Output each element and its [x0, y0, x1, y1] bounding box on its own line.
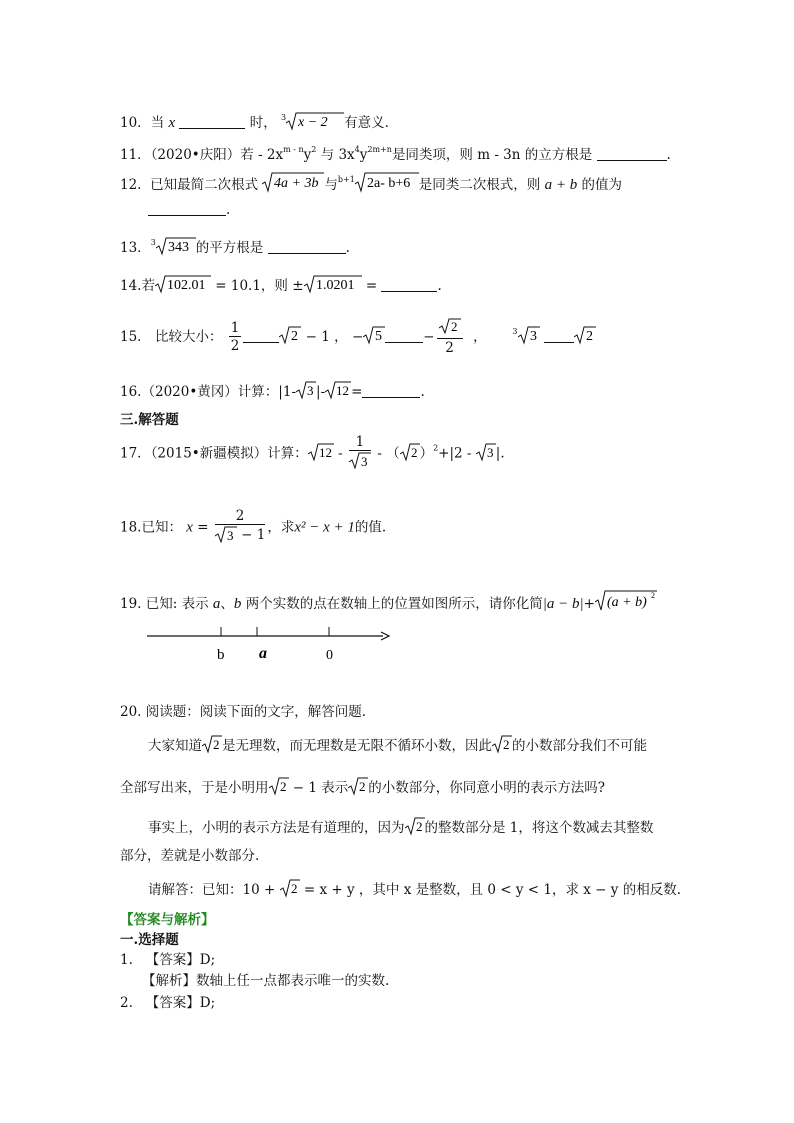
fraction: $\frac{1}{3}$	[349, 434, 371, 474]
svg-text:2: 2	[213, 737, 220, 752]
svg-text:5: 5	[375, 329, 383, 344]
question-10: 10．当 x 时， $^3$ x − 2 有意义.	[120, 108, 389, 137]
answers-heading: 【答案与解析】	[120, 912, 215, 928]
square-root	[304, 274, 362, 300]
answer-1-explanation: 【解析】数轴上任一点都表示唯一的实数.	[142, 973, 390, 989]
svg-text:2: 2	[359, 779, 366, 794]
fraction: 2 3 − 1	[215, 508, 265, 548]
question-19: 19. 已知: 表示 a、b 两个实数的点在数轴上的位置如图所示，请你化简|a − b|+ (a + b) 2	[120, 588, 657, 618]
question-20: 20. 阅读题：阅读下面的文字，解答问题.	[120, 704, 367, 720]
q20-paragraph-4: 部分，差就是小数部分.	[120, 848, 260, 864]
question-15: 15． 比较大小： $\frac{1}{2}$ 2 − 1 ， − 5 − $\frac{2}{2}$ ， $^3$ 3 2	[120, 318, 596, 357]
q20-paragraph-5: 请解答：已知：10 + 2 = x + y ，其中 x 是整数，且 0 < y < 1，求 x − y 的相反数.	[148, 881, 681, 898]
question-14: 14.若 102.01 = 10.1，则 ± 1.0201 = .	[120, 274, 442, 300]
svg-text:2: 2	[503, 737, 510, 752]
q20-paragraph-1: 大家知道 2 是无理数，而无理数是无限不循环小数，因此 2 的小数部分我们不可能	[148, 737, 647, 754]
svg-text:2: 2	[291, 329, 299, 344]
fraction: $\frac{2}{2}$	[437, 318, 463, 357]
svg-text:3: 3	[226, 528, 234, 543]
square-root	[308, 442, 334, 468]
q20-paragraph-3: 事实上，小明的表示方法是有道理的，因为 2 的整数部分是 1，将这个数减去其整数	[148, 819, 654, 836]
question-16: 16.（2020•黄冈）计算：|1- 3 |- 12 = .	[120, 380, 425, 406]
svg-text:(a + b): (a + b)	[606, 595, 647, 610]
section-heading: 三.解答题	[120, 412, 179, 428]
answer-1: 1. 【答案】D;	[120, 952, 216, 968]
svg-text:3: 3	[360, 454, 368, 469]
answer-blank[interactable]	[148, 201, 226, 216]
answers-section-1: 一.选择题	[120, 932, 179, 948]
svg-text:3: 3	[529, 329, 537, 344]
svg-text:3: 3	[307, 383, 314, 398]
fraction: $\frac{1}{2}$	[230, 320, 240, 354]
question-12-cont: .	[148, 200, 230, 220]
answer-blank[interactable]	[243, 328, 279, 343]
q20-paragraph-2: 全部写出来，于是小明用 2 − 1 表示 2 的小数部分，你同意小明的表示方法吗?	[120, 779, 606, 796]
answer-blank[interactable]	[385, 328, 423, 343]
svg-text:343: 343	[167, 240, 189, 255]
svg-text:2: 2	[415, 819, 422, 834]
answer-blank[interactable]	[362, 383, 420, 398]
square-root	[155, 274, 211, 300]
label-b: b	[217, 647, 225, 663]
square-root	[296, 380, 316, 406]
square-root	[363, 325, 385, 351]
svg-text:4a + 3b: 4a + 3b	[274, 176, 319, 191]
answer-blank[interactable]	[179, 114, 245, 129]
svg-text:12: 12	[336, 383, 350, 398]
square-root	[400, 442, 420, 468]
question-18: 18.已知： x = 2 3 − 1 ，求x² − x + 1的值.	[120, 508, 386, 548]
svg-text:102.01: 102.01	[166, 278, 206, 293]
label-a: a	[259, 645, 267, 662]
square-root	[262, 171, 324, 199]
svg-text:2: 2	[410, 444, 418, 460]
svg-text:1.0201: 1.0201	[315, 278, 355, 293]
answer-blank[interactable]	[544, 328, 574, 343]
question-12: 12. 已知最简二次根式 4a + 3b 与$^{b+1}$ 2a- b+6 是同类二次根式，则 a + b 的值为	[120, 170, 622, 199]
answer-2: 2. 【答案】D;	[120, 995, 216, 1011]
svg-text:2: 2	[650, 591, 655, 600]
svg-text:2a- b+6: 2a- b+6	[366, 176, 411, 191]
answer-blank[interactable]	[381, 277, 437, 292]
square-root	[355, 171, 419, 199]
question-17: 17．（2015•新疆模拟）计算： 12 - $\frac{1}{3}$ - （ 2 ）$^2$+|2 - 3 |.	[120, 434, 505, 474]
cube-root	[156, 236, 196, 262]
svg-text:2: 2	[450, 319, 458, 334]
square-root	[476, 442, 496, 468]
square-root	[279, 325, 301, 351]
question-11: 11．（2020•庆阳）若 - $2x^{m - n}y^2$ 与 $3x^4y^{2m+n}$是同类项，则 m - 3n 的立方根是 .	[120, 145, 671, 163]
question-13: 13．$^3$ 343 的平方根是 .	[120, 233, 350, 262]
svg-text:x − 2: x − 2	[298, 115, 328, 130]
svg-text:2: 2	[279, 779, 286, 794]
answer-blank[interactable]	[268, 239, 346, 254]
answer-blank[interactable]	[597, 146, 667, 161]
svg-text:3: 3	[486, 444, 494, 460]
svg-text:2: 2	[585, 329, 593, 344]
svg-text:2: 2	[290, 881, 298, 896]
number-line	[145, 624, 395, 668]
label-zero: 0	[326, 648, 333, 663]
cube-root	[286, 111, 344, 137]
square-root	[595, 588, 657, 618]
cube-root	[518, 325, 540, 351]
svg-text:12: 12	[318, 444, 332, 460]
square-root	[325, 380, 351, 406]
square-root	[574, 325, 596, 351]
